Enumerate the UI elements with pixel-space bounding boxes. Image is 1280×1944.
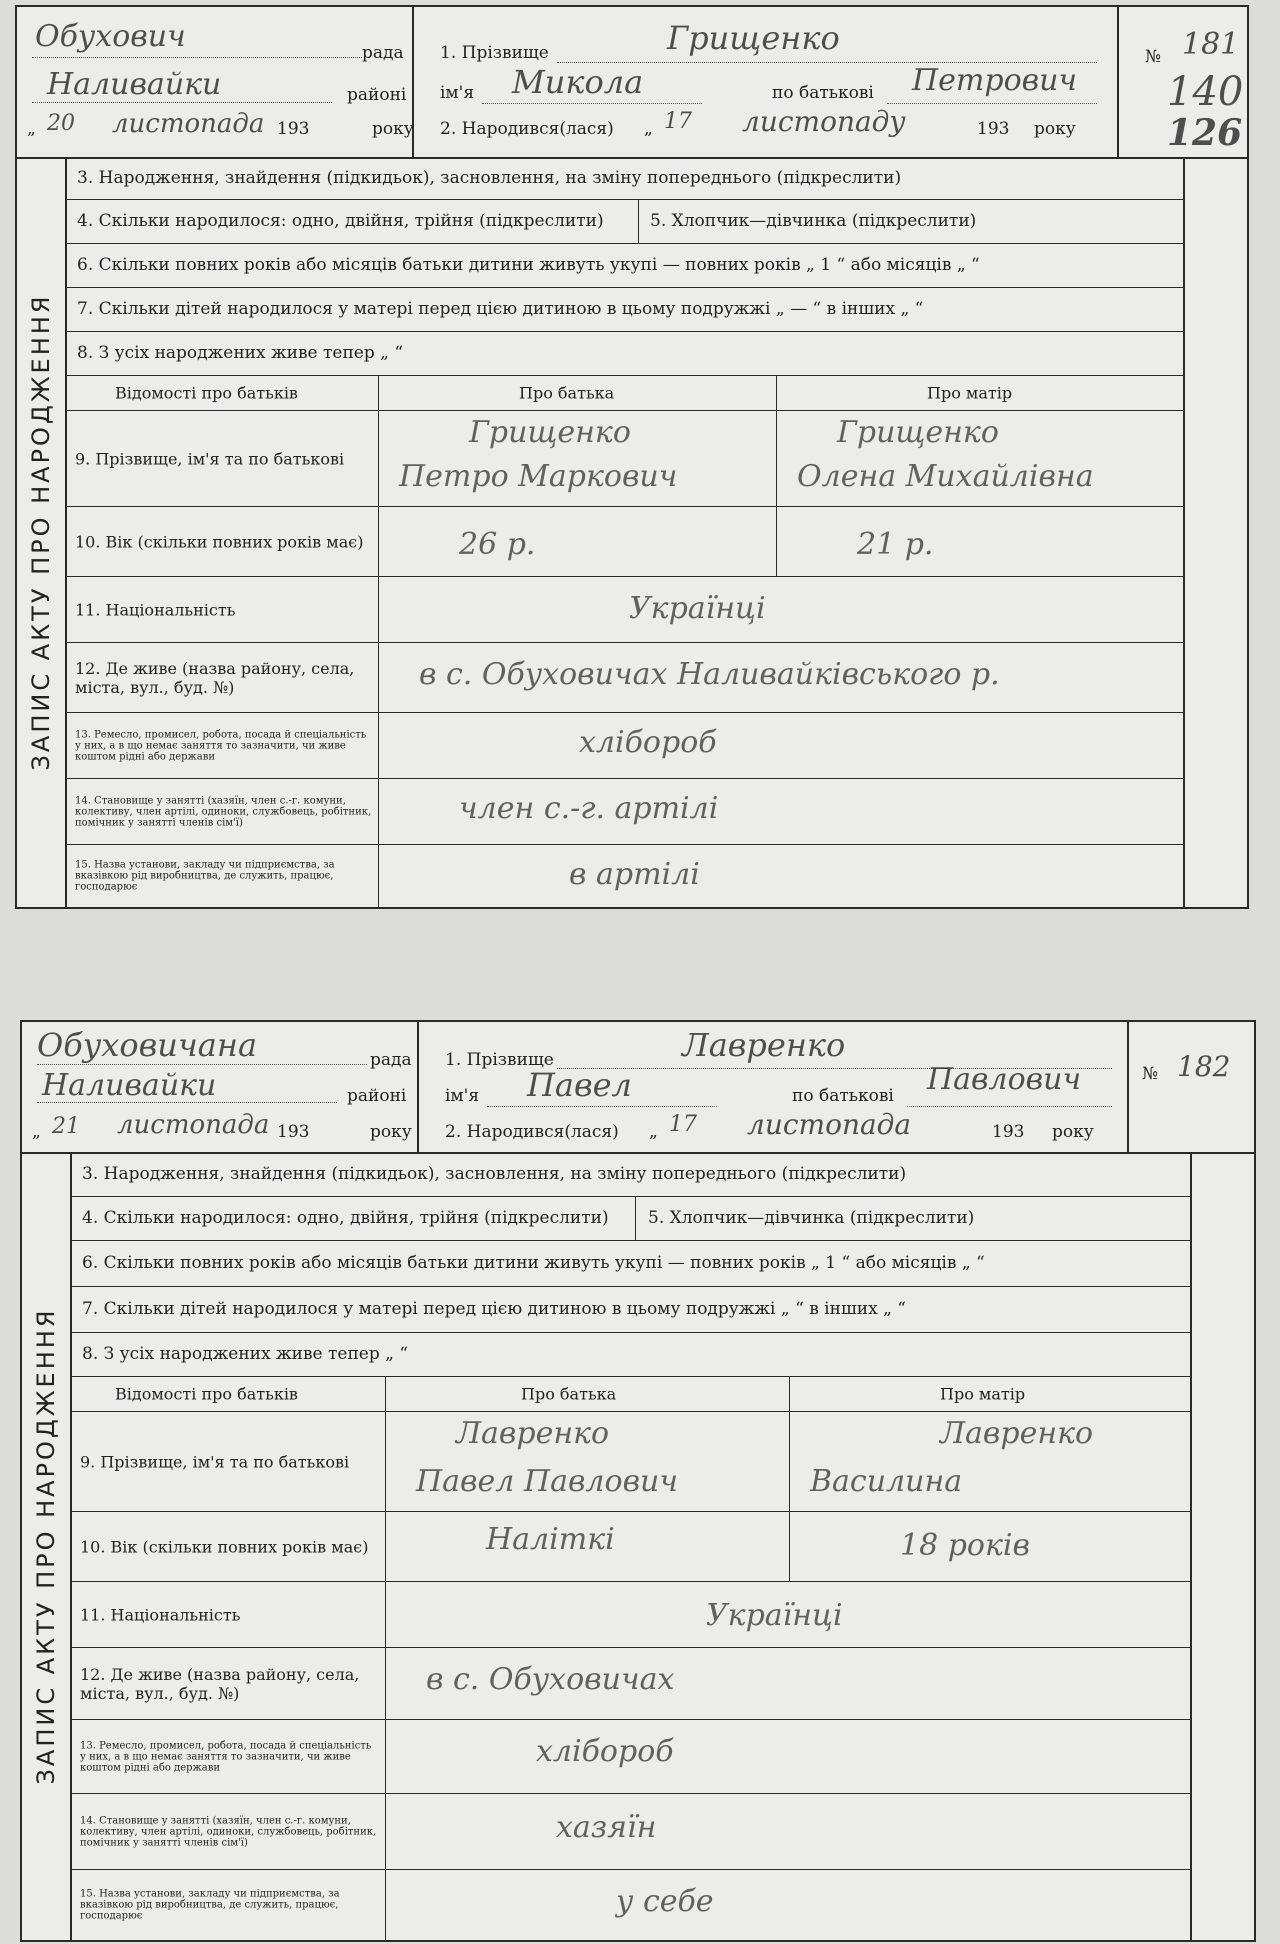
row-9-label <box>65 411 379 507</box>
name-value: Павел <box>527 1066 632 1104</box>
number-value: 182 <box>1177 1050 1231 1083</box>
row-6-text: 6. Скільки повних років або місяців батьки дитини живуть укупі — повних років „ 1 “ або місяців „ “ <box>77 255 980 275</box>
row-6 <box>65 243 1185 288</box>
side-title-column <box>22 1152 72 1940</box>
father-name: Павел Павлович <box>416 1464 679 1499</box>
born-year-prefix: 193 <box>977 119 1010 139</box>
date-year-prefix: 193 <box>277 1122 310 1142</box>
side-title-column <box>17 157 67 907</box>
row-7 <box>65 287 1185 332</box>
mother-surname: Грищенко <box>837 415 999 450</box>
col-father-header <box>386 1376 790 1412</box>
row-13-label <box>65 713 379 779</box>
row-11-label <box>65 577 379 643</box>
parents-table <box>65 375 1185 907</box>
number-label: № <box>1142 1064 1159 1084</box>
date-year-prefix: 193 <box>277 119 310 139</box>
father-age: Наліткі <box>486 1522 615 1557</box>
row-15-label <box>65 845 379 907</box>
father-surname: Грищенко <box>469 415 631 450</box>
row-4-text: 4. Скільки народилося: одно, двійня, трійня (підкреслити) <box>82 1208 609 1228</box>
row-6-text: 6. Скільки повних років або місяців батьки дитини живуть укупі — повних років „ 1 “ або місяців „ “ <box>82 1253 985 1273</box>
row-8 <box>65 331 1185 376</box>
mother-age: 21 р. <box>857 527 934 562</box>
row-15-label-text: 15. Назва установи, закладу чи підприємства, за вказівкою рід виробництва, де служить, працює, господарює <box>80 1888 340 1922</box>
row-4-text: 4. Скільки народилося: одно, двійня, трійня (підкреслити) <box>77 211 604 231</box>
employment-status: член с.-г. артілі <box>459 791 719 826</box>
occupation: хлібороб <box>579 725 717 760</box>
row-7-text: 7. Скільки дітей народилося у матері перед цією дитиною в цьому подружжі „ — “ в інших „ “ <box>77 299 924 319</box>
born-label: 2. Народився(лася) <box>445 1122 619 1142</box>
name-value: Микола <box>512 63 644 101</box>
row-10-label <box>65 507 379 577</box>
col-father-header <box>379 375 777 411</box>
patronymic-value: Петрович <box>912 63 1078 98</box>
father-surname: Лавренко <box>456 1416 610 1451</box>
row-5-text: 5. Хлопчик—дівчинка (підкреслити) <box>648 1208 975 1228</box>
row-14-label-text: 14. Становище у занятті (хазяїн, член с.-г. комуни, колективу, член артілі, одиноки, службовець, робітник, помічник у занятті членів сім'ї) <box>80 1815 377 1848</box>
surname-value: Грищенко <box>667 19 840 57</box>
row-14-value <box>386 1794 1192 1870</box>
number-label: № <box>1145 47 1162 67</box>
born-year-suffix: року <box>1052 1122 1094 1142</box>
surname-label: 1. Прізвище <box>440 43 549 63</box>
residence: в с. Обуховичах <box>426 1662 675 1697</box>
district-suffix: районі <box>347 85 407 105</box>
row-10-label-text: 10. Вік (скільки повних років має) <box>80 1536 369 1556</box>
right-margin-column <box>1190 1152 1254 1940</box>
row-12-label <box>70 1648 386 1720</box>
nationality: Українці <box>706 1598 843 1633</box>
row-13-label <box>70 1720 386 1794</box>
date-year-suffix: року <box>372 119 414 139</box>
birth-record-182 <box>20 1020 1256 1942</box>
child-name-block: 1. Прізвище Грищенко ім'я Микола по батькові Петрович 2. Народився(лася) „ 17 листопаду 193 року <box>412 7 1119 157</box>
born-month: листопада <box>747 1108 912 1141</box>
row-10-father <box>386 1512 790 1582</box>
record-number-block <box>1117 7 1247 157</box>
row-13-value <box>386 1720 1192 1794</box>
residence: в с. Обуховичах Наливайківського р. <box>419 657 1000 692</box>
surname-value: Лавренко <box>682 1026 846 1064</box>
row-5-text: 5. Хлопчик—дівчинка (підкреслити) <box>650 211 977 231</box>
row-9-father <box>379 411 777 507</box>
row-10-mother <box>790 1512 1192 1582</box>
row-12-label-text: 12. Де живе (назва району, села, міста, вул., буд. №) <box>75 658 355 697</box>
row-8-text: 8. З усіх народжених живе тепер „ “ <box>82 1344 409 1364</box>
born-month: листопаду <box>742 105 906 138</box>
council-suffix: рада <box>370 1050 412 1070</box>
row-13-label-text: 13. Ремесло, промисел, робота, посада й спеціальність у них, а в що немає заняття то зазначити, чи живе коштом рідні або держави <box>75 729 367 762</box>
col-mother-text: Про матір <box>927 382 1013 402</box>
council-block: Обухович рада Наливайки районі „ 20 листопада 193 року <box>17 7 414 157</box>
born-year-prefix: 193 <box>992 1122 1025 1142</box>
row-15-value <box>379 845 1185 907</box>
patronymic-value: Павлович <box>927 1062 1082 1097</box>
row-15-label <box>70 1870 386 1940</box>
mother-surname: Лавренко <box>940 1416 1094 1451</box>
row-3 <box>70 1152 1192 1197</box>
col-mother-header <box>777 375 1185 411</box>
mother-name: Олена Михайлівна <box>797 459 1094 494</box>
council-value: Обуховичана <box>37 1026 258 1064</box>
row-11-label-text: 11. Національність <box>80 1604 241 1624</box>
name-label: ім'я <box>445 1086 480 1106</box>
row-15-label-text: 15. Назва установи, закладу чи підприємства, за вказівкою рід виробництва, де служить, працює, господарює <box>75 859 335 893</box>
date-day: 21 <box>52 1114 80 1139</box>
record-header <box>17 7 1247 159</box>
row-12-value <box>386 1648 1192 1720</box>
number-extra-2: 126 <box>1167 112 1243 154</box>
row-8 <box>70 1332 1192 1377</box>
row-9-mother <box>777 411 1185 507</box>
workplace: в артілі <box>569 857 700 892</box>
row-3-text: 3. Народження, знайдення (підкидьок), засновлення, на зміну попереднього (підкреслити) <box>82 1164 907 1184</box>
col-info-header <box>70 1376 386 1412</box>
number-extra-1: 140 <box>1167 69 1244 115</box>
row-3 <box>65 157 1185 200</box>
col-info-text: Відомості про батьків <box>115 382 298 402</box>
row-14-label <box>65 779 379 845</box>
row-14-value <box>379 779 1185 845</box>
mother-name: Василина <box>810 1464 963 1499</box>
col-info-header <box>65 375 379 411</box>
row-13-label-text: 13. Ремесло, промисел, робота, посада й спеціальність у них, а в що немає заняття то зазначити, чи живе коштом рідні або держави <box>80 1740 372 1773</box>
row-11-value <box>379 577 1185 643</box>
row-9-label-text: 9. Прізвище, ім'я та по батькові <box>80 1451 350 1471</box>
date-month: листопада <box>117 1110 270 1140</box>
row-10-mother <box>777 507 1185 577</box>
number-value: 181 <box>1182 27 1240 62</box>
council-value: Обухович <box>35 19 186 54</box>
born-label: 2. Народився(лася) <box>440 119 614 139</box>
col-mother-header <box>790 1376 1192 1412</box>
date-year-suffix: року <box>370 1122 412 1142</box>
district-value: Наливайки <box>42 1068 217 1103</box>
row-11-label-text: 11. Національність <box>75 599 236 619</box>
row-8-text: 8. З усіх народжених живе тепер „ “ <box>77 343 404 363</box>
col-info-text: Відомості про батьків <box>115 1383 298 1403</box>
row-7 <box>70 1286 1192 1333</box>
row-10-father <box>379 507 777 577</box>
row-9-label <box>70 1412 386 1512</box>
row-12-label <box>65 643 379 713</box>
father-age: 26 р. <box>459 527 536 562</box>
father-name: Петро Маркович <box>399 459 678 494</box>
mother-age: 18 років <box>900 1528 1030 1563</box>
date-month: листопада <box>112 109 265 139</box>
child-name-block: 1. Прізвище Лавренко ім'я Павел по батькові Павлович 2. Народився(лася) „ 17 листопада 193 року <box>417 1022 1129 1152</box>
right-margin-column <box>1183 157 1247 907</box>
surname-label: 1. Прізвище <box>445 1050 554 1070</box>
born-year-suffix: року <box>1034 119 1076 139</box>
row-9-mother <box>790 1412 1192 1512</box>
row-7-text: 7. Скільки дітей народилося у матері перед цією дитиною в цьому подружжі „ “ в інших „ “ <box>82 1299 906 1319</box>
row-14-label-text: 14. Становище у занятті (хазяїн, член с.-г. комуни, колективу, член артілі, одиноки, службовець, робітник, помічник у занятті членів сім'ї) <box>75 795 372 828</box>
row-4-5 <box>70 1196 1192 1241</box>
nationality: Українці <box>629 591 766 626</box>
row-11-label <box>70 1582 386 1648</box>
parents-table <box>70 1376 1192 1940</box>
side-title: ЗАПИС АКТУ ПРО НАРОДЖЕННЯ <box>32 1307 60 1785</box>
district-suffix: районі <box>347 1086 407 1106</box>
record-number-block <box>1127 1022 1254 1152</box>
workplace: у себе <box>616 1884 714 1919</box>
patronymic-label: по батькові <box>792 1086 894 1106</box>
row-15-value <box>386 1870 1192 1940</box>
record-header <box>22 1022 1254 1154</box>
occupation: хлібороб <box>536 1734 674 1769</box>
row-14-label <box>70 1794 386 1870</box>
patronymic-label: по батькові <box>772 83 874 103</box>
row-9-father <box>386 1412 790 1512</box>
row-13-value <box>379 713 1185 779</box>
employment-status: хазяїн <box>556 1810 657 1845</box>
council-block: Обуховичана рада Наливайки районі „ 21 листопада 193 року <box>22 1022 419 1152</box>
row-9-label-text: 9. Прізвище, ім'я та по батькові <box>75 448 345 468</box>
row-3-text: 3. Народження, знайдення (підкидьок), засновлення, на зміну попереднього (підкреслити) <box>77 168 902 188</box>
birth-record-181 <box>15 5 1249 909</box>
district-value: Наливайки <box>47 67 222 102</box>
col-mother-text: Про матір <box>940 1383 1026 1403</box>
name-label: ім'я <box>440 83 475 103</box>
date-day: 20 <box>47 111 75 136</box>
row-11-value <box>386 1582 1192 1648</box>
row-12-label-text: 12. Де живе (назва району, села, міста, вул., буд. №) <box>80 1664 360 1703</box>
council-suffix: рада <box>362 43 404 63</box>
row-12-value <box>379 643 1185 713</box>
side-title: ЗАПИС АКТУ ПРО НАРОДЖЕННЯ <box>27 293 55 771</box>
row-10-label <box>70 1512 386 1582</box>
born-day: 17 <box>664 109 692 134</box>
row-6 <box>70 1240 1192 1287</box>
born-day: 17 <box>669 1112 697 1137</box>
row-10-label-text: 10. Вік (скільки повних років має) <box>75 531 364 551</box>
col-father-text: Про батька <box>521 1383 617 1403</box>
row-4-5 <box>65 199 1185 244</box>
col-father-text: Про батька <box>519 382 615 402</box>
